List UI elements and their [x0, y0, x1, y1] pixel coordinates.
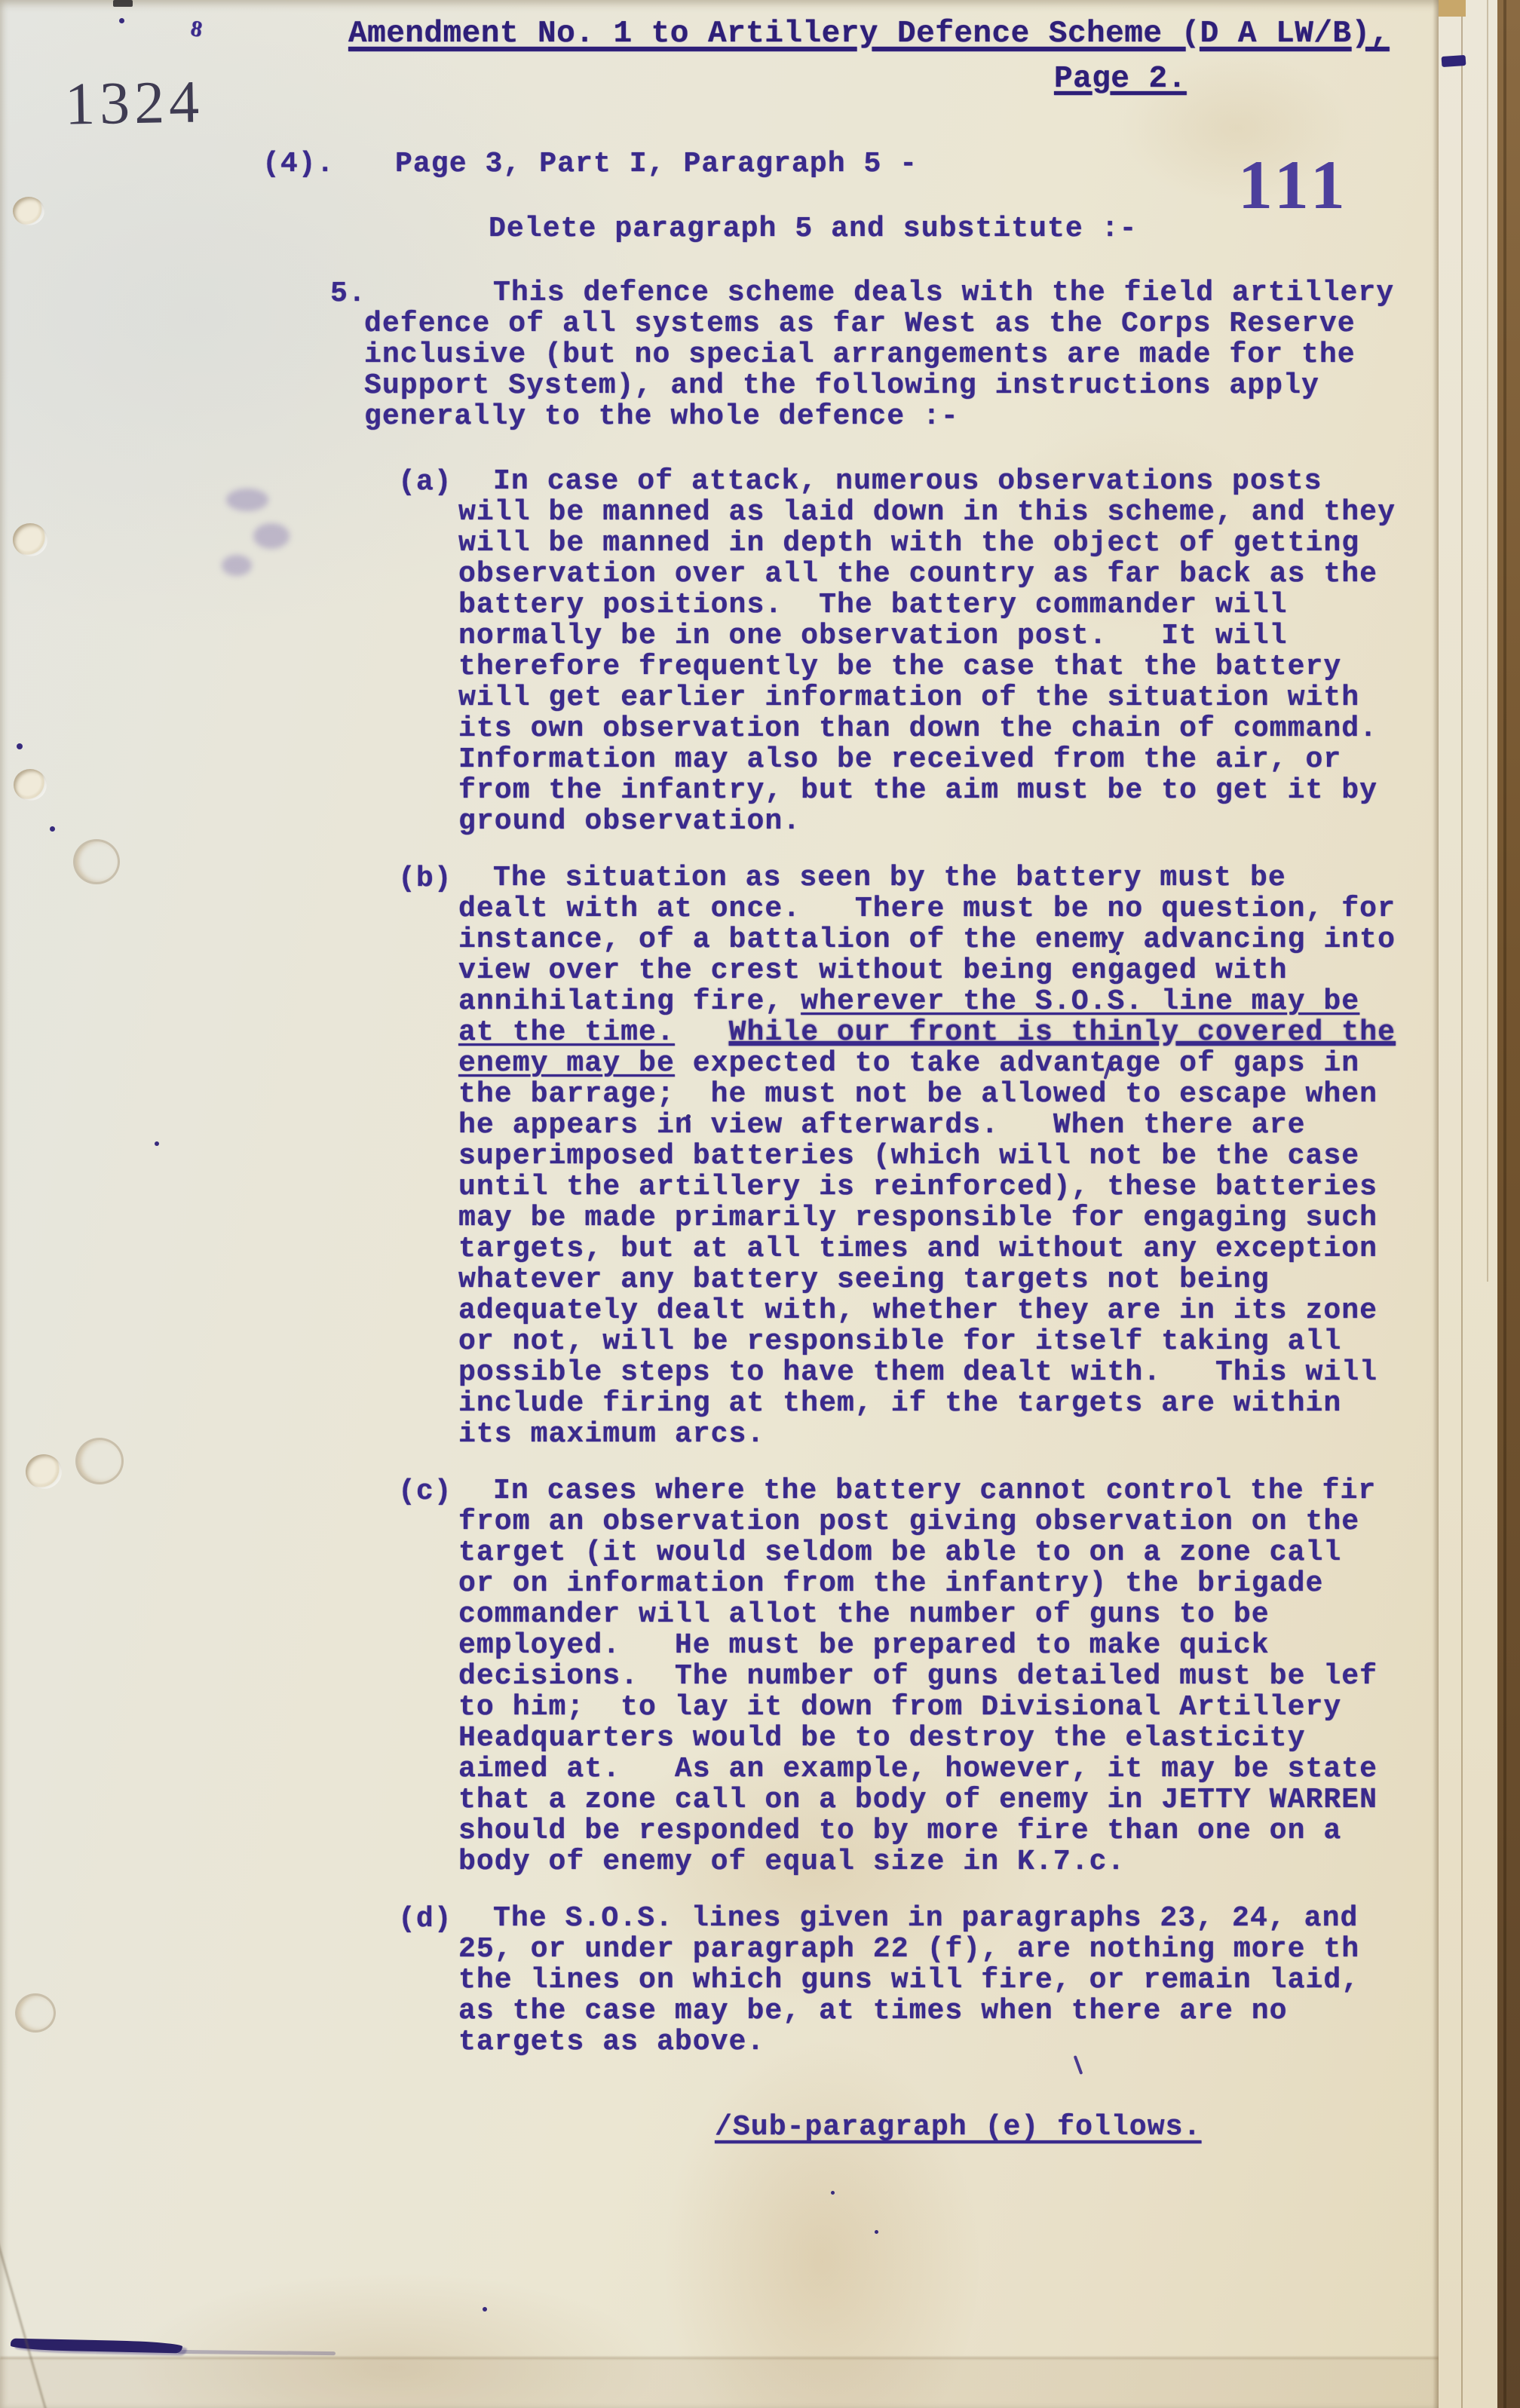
- typed-line: observation over all the country as far back as the: [458, 558, 1378, 590]
- typed-line: Information may also be received from the air, or: [458, 743, 1342, 776]
- typed-line: will be manned as laid down in this scheme, and they: [458, 496, 1396, 528]
- typed-line: until the artillery is reinforced), these batteries: [458, 1171, 1378, 1203]
- paragraph-a: [0, 466, 1520, 837]
- typed-line: will get earlier information of the situation with: [458, 682, 1360, 714]
- paragraph-label: 5.: [330, 277, 366, 310]
- typed-line: In case of attack, numerous observations posts: [493, 465, 1322, 498]
- typed-line: he appears in view afterwards. When there are: [458, 1109, 1306, 1141]
- ink-speck: [875, 2230, 878, 2234]
- typed-line: from the infantry, but the aim must be to get it by: [458, 774, 1378, 807]
- typed-line: instance, of a battalion of the enemy advancing into: [458, 924, 1396, 956]
- paragraph-label: (a): [398, 466, 452, 498]
- typed-line: that a zone call on a body of enemy in JETTY WARREN: [458, 1784, 1378, 1816]
- typed-line: aimed at. As an example, however, it may be state: [458, 1753, 1378, 1785]
- underlying-sheet-edge: [1439, 0, 1499, 2408]
- typed-line: include firing at them, if the targets are within: [458, 1387, 1342, 1420]
- page-number-label: Page 2.: [1054, 62, 1187, 97]
- typed-text: expected to take advantage of gaps in: [674, 1047, 1360, 1080]
- typed-line: generally to the whole defence :-: [364, 400, 959, 433]
- desk-backing: [1497, 0, 1520, 2408]
- underlined-phrase: enemy may be: [458, 1047, 675, 1080]
- paragraph-label: (d): [398, 1903, 452, 1935]
- typed-line: its own observation than down the chain of command.: [458, 712, 1378, 745]
- typed-line: to him; to lay it down from Divisional Artillery: [458, 1691, 1342, 1723]
- typed-line: body of enemy of equal size in K.7.c.: [458, 1846, 1126, 1878]
- typed-line: as the case may be, at times when there are no: [458, 1995, 1288, 2027]
- typed-line: employed. He must be prepared to make quick: [458, 1629, 1270, 1662]
- footer-continuation-note: /Sub-paragraph (e) follows.: [715, 2111, 1202, 2143]
- ink-speck: [831, 2191, 835, 2195]
- backing-streak: [1503, 0, 1506, 2408]
- typed-text: annihilating fire,: [458, 985, 801, 1018]
- typed-line: the lines on which guns will fire, or remain laid,: [458, 1964, 1360, 1996]
- archive-folio-number: 1324: [64, 69, 204, 138]
- edge-mark: [113, 0, 133, 7]
- typed-line: superimposed batteries (which will not be the case: [458, 1140, 1360, 1172]
- typed-line: battery positions. The battery commander will: [458, 589, 1288, 621]
- amendment-item-ref: (4).: [262, 148, 335, 180]
- typed-line: 25, or under paragraph 22 (f), are nothing more th: [458, 1933, 1360, 1965]
- typed-line: ground observation.: [458, 805, 801, 838]
- underlined-phrase: at the time.: [458, 1016, 675, 1049]
- amendment-instruction: Delete paragraph 5 and substitute :-: [489, 213, 1138, 245]
- pencil-mark: 8: [188, 15, 205, 43]
- paragraph-5: [0, 277, 1520, 432]
- typed-line: decisions. The number of guns detailed must be lef: [458, 1660, 1378, 1693]
- typed-line: [458, 1017, 1520, 1048]
- amendment-item-heading: Page 3, Part I, Paragraph 5 -: [395, 148, 918, 180]
- typed-line: therefore frequently be the case that the battery: [458, 651, 1342, 683]
- typed-line: In cases where the battery cannot control the fir: [493, 1475, 1377, 1507]
- typed-line: targets as above.: [458, 2026, 765, 2058]
- typed-line: from an observation post giving observation on the: [458, 1506, 1360, 1538]
- corner-tab: [1439, 0, 1466, 17]
- typed-line: The situation as seen by the battery must be: [493, 862, 1286, 894]
- paragraph-label: (b): [398, 862, 452, 895]
- typed-line: should be responded to by more fire than one on a: [458, 1815, 1342, 1847]
- typed-line: [458, 1048, 1520, 1079]
- typed-line: target (it would seldom be able to on a zone call: [458, 1536, 1342, 1569]
- underlined-phrase: wherever the S.O.S. line may be: [801, 985, 1360, 1018]
- typed-line: or not, will be responsible for itself taking all: [458, 1325, 1342, 1358]
- typed-line: inclusive (but no special arrangements are made for the: [364, 339, 1356, 371]
- paragraph-c: [0, 1475, 1520, 1877]
- paper-shading: [0, 2358, 1439, 2408]
- ink-speck: [483, 2307, 487, 2311]
- typed-line: adequately dealt with, whether they are in its zone: [458, 1294, 1378, 1327]
- typed-body: [0, 277, 1520, 2083]
- typed-line: targets, but at all times and without any exception: [458, 1233, 1378, 1265]
- folio-stamp-number: 111: [1238, 146, 1350, 223]
- typed-line: Support System), and the following instructions apply: [364, 369, 1319, 402]
- typed-line: whatever any battery seeing targets not being: [458, 1264, 1270, 1296]
- paragraph-b: [0, 862, 1520, 1450]
- typed-line: the barrage; he must not be allowed to escape when: [458, 1078, 1378, 1111]
- typed-text: [675, 1016, 729, 1049]
- underlined-phrase: While our front is thinly covered the: [728, 1016, 1396, 1049]
- sheet-edge-line: [1487, 0, 1488, 1282]
- document-title: Amendment No. 1 to Artillery Defence Scheme (D A LW/B),: [348, 17, 1390, 51]
- typed-line: This defence scheme deals with the field artillery: [493, 277, 1395, 309]
- paragraph-d: [0, 1903, 1520, 2057]
- ink-smear-tail: [177, 2350, 336, 2355]
- typed-line: commander will allot the number of guns to be: [458, 1598, 1270, 1631]
- punch-hole: [13, 197, 44, 225]
- typed-line: [458, 986, 1520, 1017]
- typed-line: may be made primarily responsible for engaging such: [458, 1202, 1378, 1234]
- typed-line: view over the crest without being engaged with: [458, 954, 1288, 987]
- typed-line: possible steps to have them dealt with. This will: [458, 1356, 1378, 1389]
- typed-line: dealt with at once. There must be no question, for: [458, 893, 1396, 925]
- typed-line: or on information from the infantry) the brigade: [458, 1567, 1324, 1600]
- ink-smear: [11, 2339, 182, 2354]
- typed-line: normally be in one observation post. It will: [458, 620, 1288, 652]
- sheet-edge-line: [1461, 0, 1463, 2408]
- edge-ink-dash: [1442, 55, 1466, 67]
- typed-line: The S.O.S. lines given in paragraphs 23, 24, and: [493, 1902, 1359, 1935]
- typed-line: defence of all systems as far West as the Corps Reserve: [364, 308, 1356, 340]
- typed-line: Headquarters would be to destroy the elasticity: [458, 1722, 1306, 1754]
- typed-line: will be manned in depth with the object of getting: [458, 527, 1360, 559]
- typed-line: its maximum arcs.: [458, 1418, 765, 1451]
- paragraph-label: (c): [398, 1475, 452, 1508]
- ink-speck: [119, 18, 124, 23]
